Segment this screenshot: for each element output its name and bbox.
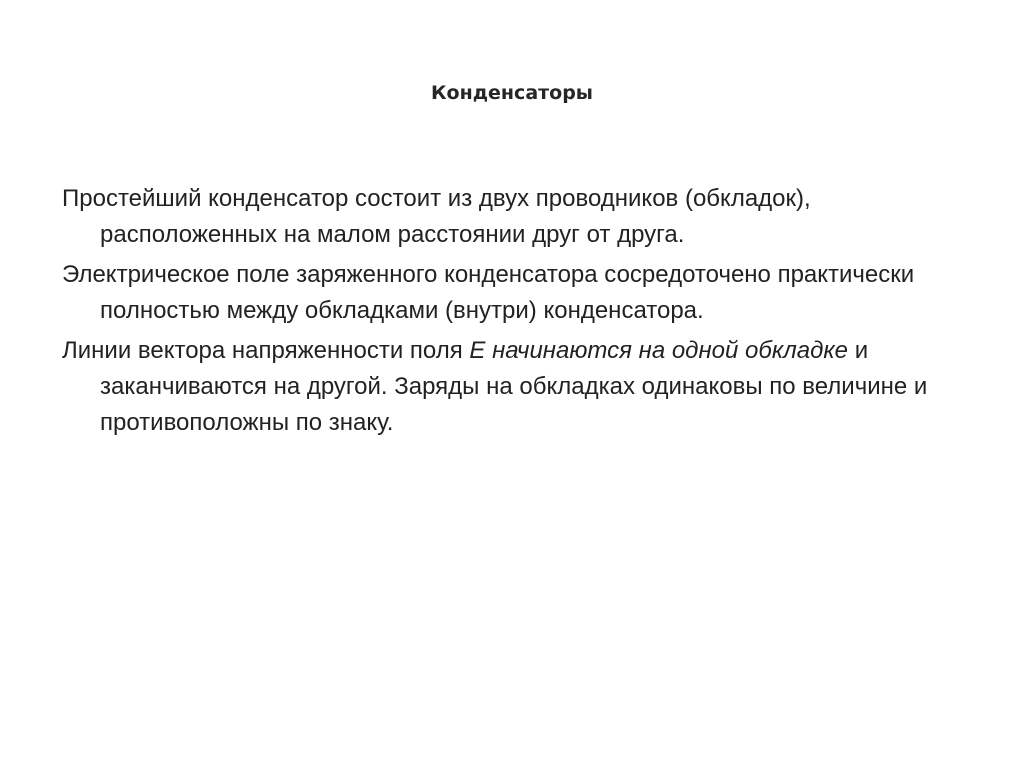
paragraph-field-lines-start: Линии вектора напряженности поля — [62, 337, 470, 364]
slide-body — [62, 181, 962, 445]
paragraph-field-lines-end: и заканчиваются на другой. Заряды на обкладках одинаковы по величине и противоположны по знаку. — [100, 337, 928, 436]
paragraph-electric-field: Электрическое поле заряженного конденсатора сосредоточено практически полностью между обкладками (внутри) конденсатора. — [62, 261, 915, 324]
paragraph-field-lines — [62, 333, 962, 441]
paragraph-simplest-capacitor: Простейший конденсатор состоит из двух проводников (обкладок), расположенных на малом расстоянии друг от друга. — [62, 185, 811, 248]
slide-title: Конденсаторы — [430, 82, 593, 104]
paragraph-field-lines-italic: E начинаются на одной обкладке — [469, 337, 849, 364]
